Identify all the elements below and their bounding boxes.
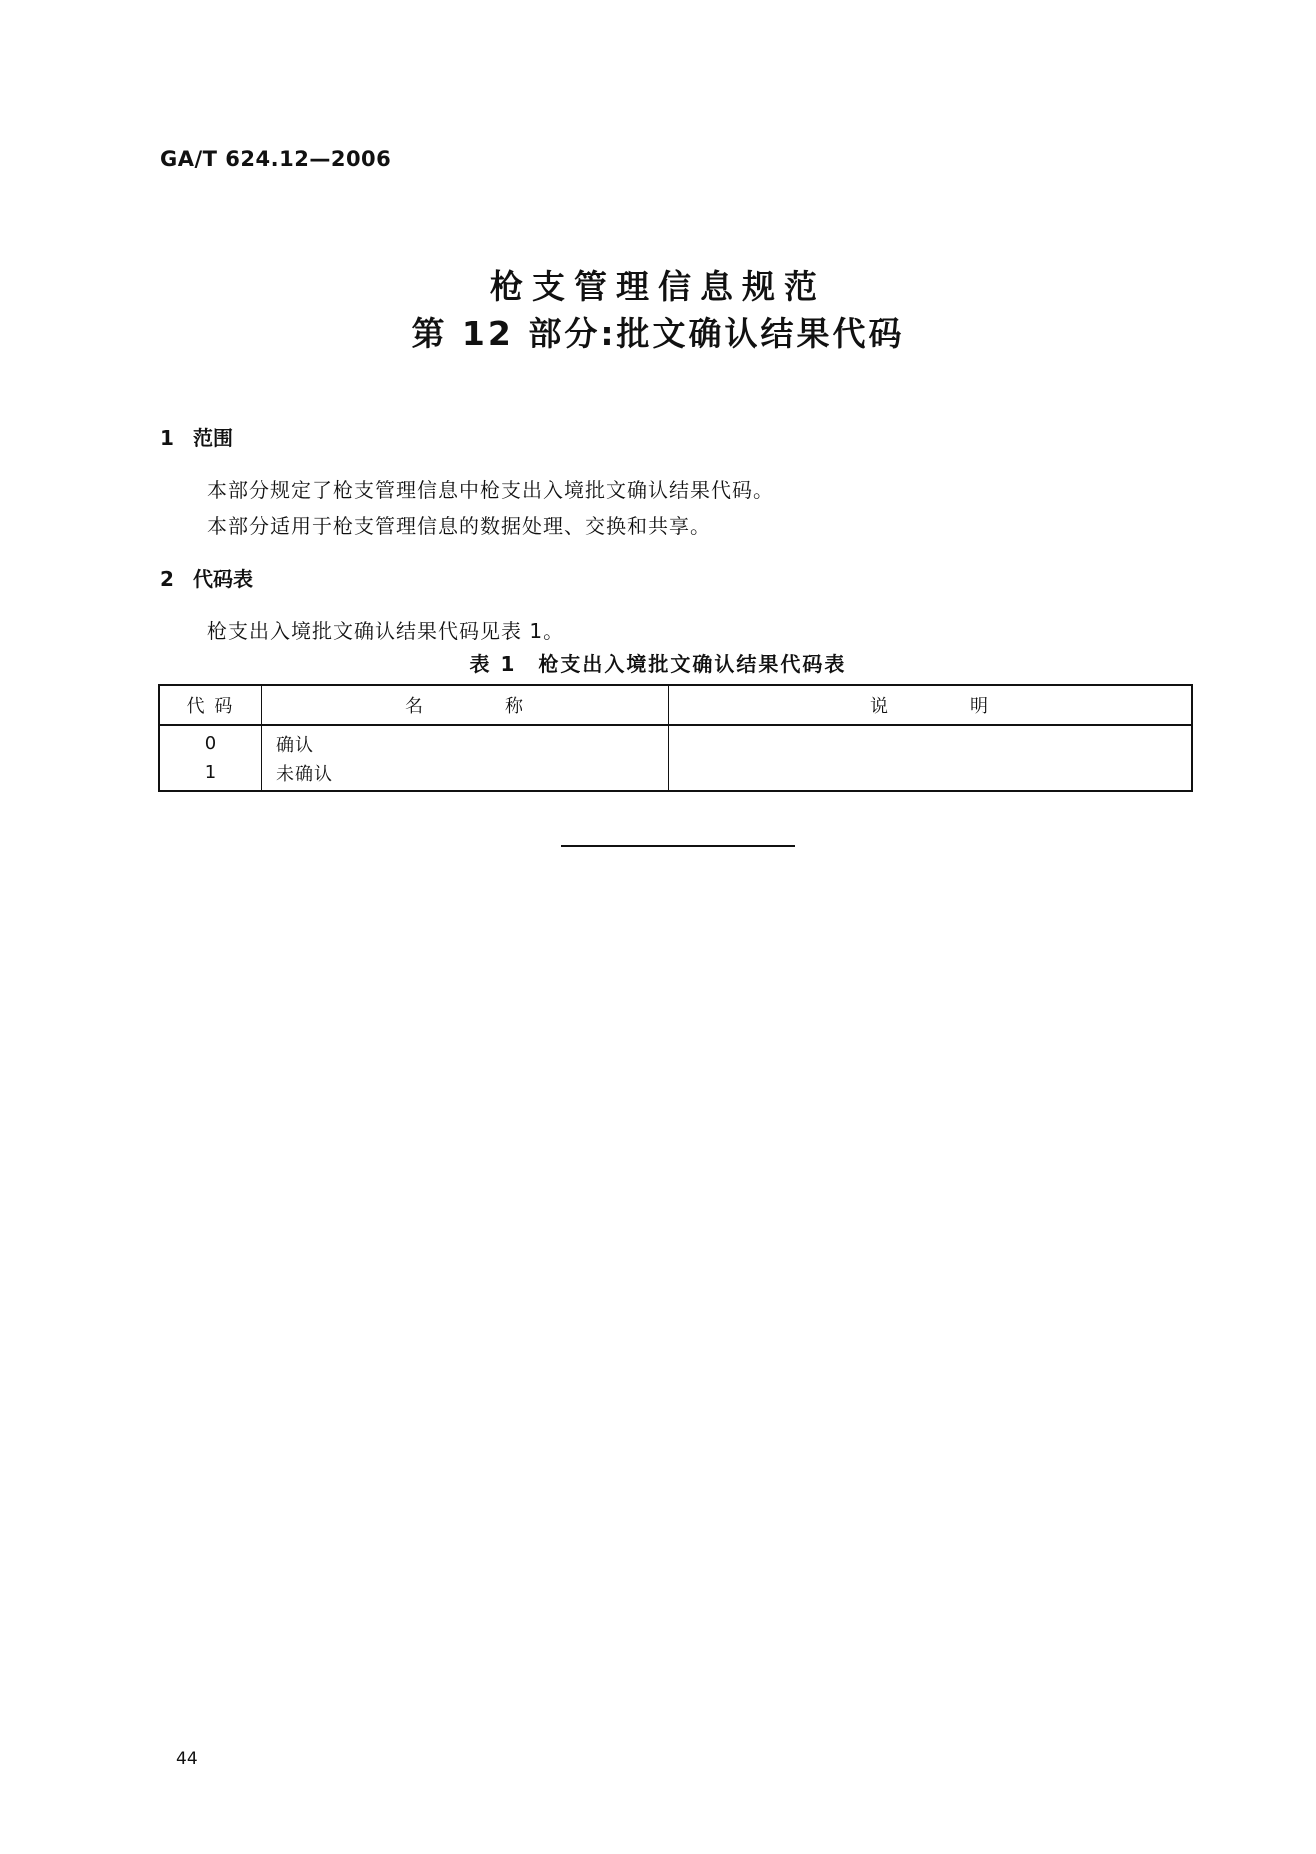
table-caption-title: 枪支出入境批文确认结果代码表 [538,652,847,676]
scope-paragraph: 本部分规定了枪支管理信息中枪支出入境批文确认结果代码。 [207,478,774,502]
header-name: 名 称 [262,685,669,725]
section-number: 2 [160,567,174,591]
scope-paragraph: 本部分适用于枪支管理信息的数据处理、交换和共享。 [207,514,711,538]
header-note: 说 明 [669,685,1193,725]
section-title: 范围 [193,426,233,450]
cell-note [669,725,1193,758]
cell-note [669,758,1193,791]
section-heading-code-table [160,563,253,592]
section-heading-scope [160,422,233,451]
section-number: 1 [160,426,174,450]
standard-code: GA/T 624.12—2006 [160,147,392,171]
header-code: 代 码 [159,685,262,725]
table-caption [0,648,1316,677]
cell-name: 确认 [262,725,669,758]
document-title: 枪支管理信息规范 [490,267,826,306]
document-subtitle: 第 12 部分:批文确认结果代码 [411,314,905,353]
table-caption-label: 表 1 [469,652,517,676]
section-title: 代码表 [193,567,253,591]
cell-code: 0 [159,725,262,758]
cell-code: 1 [159,758,262,791]
code-table-paragraph: 枪支出入境批文确认结果代码见表 1。 [207,619,565,643]
cell-name: 未确认 [262,758,669,791]
table-header-row [159,685,1192,725]
page-number: 44 [176,1749,198,1769]
table-row [159,725,1192,758]
code-table [158,684,1193,792]
table-row [159,758,1192,791]
end-rule [561,845,795,847]
